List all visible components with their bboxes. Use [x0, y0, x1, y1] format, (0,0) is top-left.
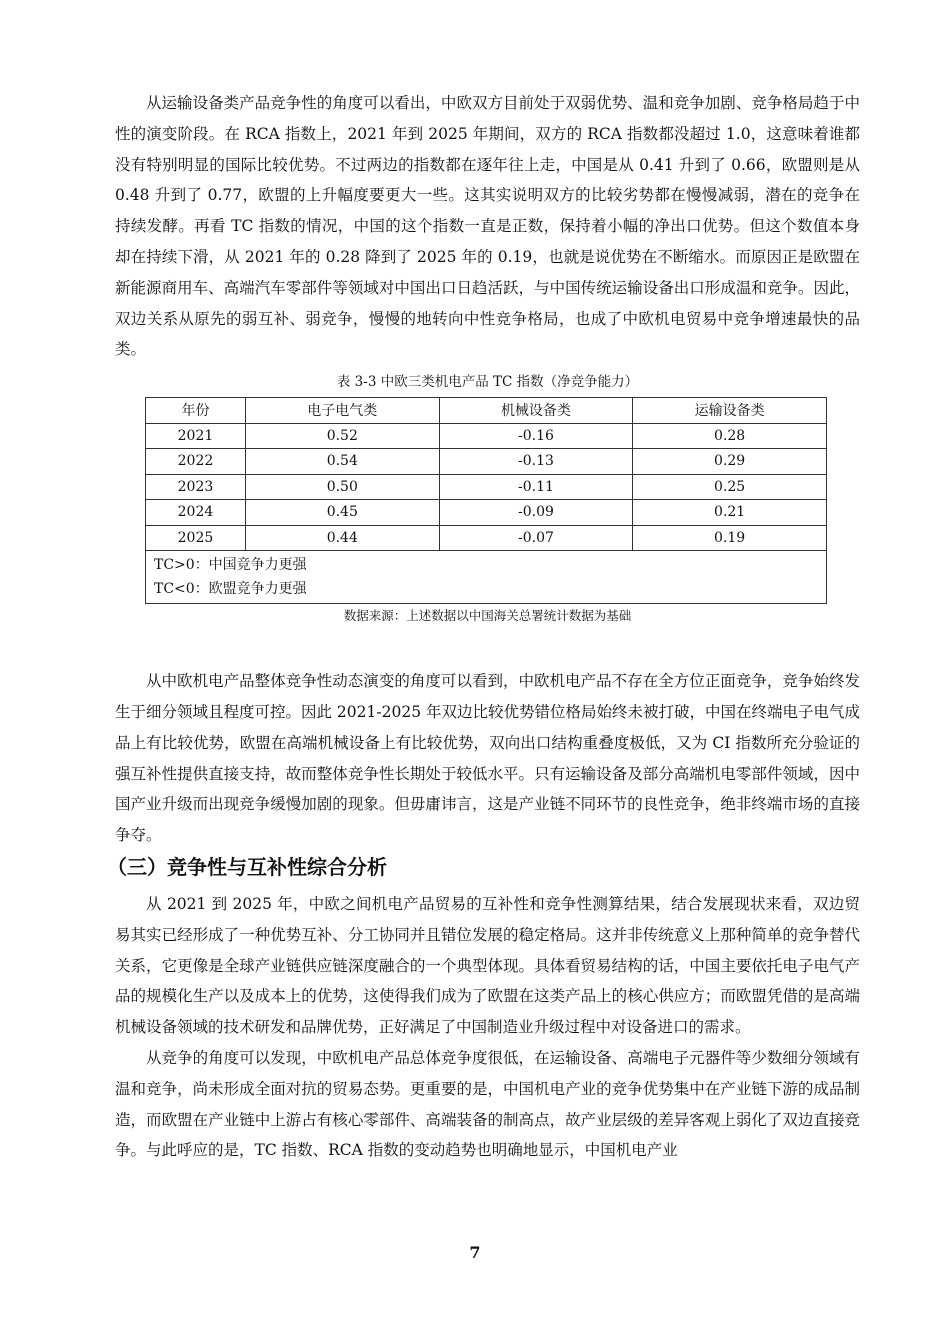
paragraph-competition-perspective: 从竞争的角度可以发现，中欧机电产品总体竞争度很低，在运输设备、高端电子元器件等少数细分领域有温和竞争，尚未形成全面对抗的贸易态势。更重要的是，中国机电产业的竞争优势集中在产业链下游的成品制造，而欧盟在产业链中上游占有核心零部件、高端装备的制高点，故产业层级的差异客观上弱化了双边直接竞争。与此呼应的是，TC 指数、RCA 指数的变动趋势也明确地显示，中国机电产业 — [115, 1048, 860, 1160]
table-source: 数据来源：上述数据以中国海关总署统计数据为基础 — [343, 608, 632, 624]
cell-machinery: -0.09 — [439, 500, 633, 526]
header-machinery: 机械设备类 — [439, 398, 633, 424]
page-number: 7 — [469, 1243, 481, 1262]
cell-transport: 0.25 — [633, 474, 827, 500]
cell-transport: 0.19 — [633, 525, 827, 551]
table-caption: 表 3-3 中欧三类机电产品 TC 指数（净竞争能力） — [336, 374, 639, 391]
section-heading: （三）竞争性与互补性综合分析 — [107, 854, 387, 879]
cell-electronics: 0.45 — [245, 500, 439, 526]
header-transport: 运输设备类 — [633, 398, 827, 424]
cell-transport: 0.21 — [633, 500, 827, 526]
cell-electronics: 0.54 — [245, 449, 439, 475]
cell-electronics: 0.52 — [245, 423, 439, 449]
note-tc-negative: TC<0：欧盟竞争力更强 — [154, 581, 307, 598]
table-row — [146, 525, 827, 551]
cell-year: 2024 — [146, 500, 246, 526]
table-row — [146, 423, 827, 449]
paragraph-comprehensive-analysis: 从 2021 到 2025 年，中欧之间机电产品贸易的互补性和竞争性测算结果，结合发展现状来看，双边贸易其实已经形成了一种优势互补、分工协同并且错位发展的稳定格局。这并非传统意义上那种简单的竞争替代关系，它更像是全球产业链供应链深度融合的一个典型体现。具体看贸易结构的话，中国主要依托电子电气产品的规模化生产以及成本上的优势，这使得我们成为了欧盟在这类产品上的核心供应方；而欧盟凭借的是高端机械设备领域的技术研发和品牌优势，正好满足了中国制造业升级过程中对设备进口的需求。 — [115, 894, 860, 1037]
table-notes — [146, 551, 827, 604]
cell-machinery: -0.11 — [439, 474, 633, 500]
table-notes-row — [146, 551, 827, 604]
paragraph-overall-competitiveness: 从中欧机电产品整体竞争性动态演变的角度可以看到，中欧机电产品不存在全方位正面竞争，竞争始终发生于细分领域且程度可控。因此 2021-2025 年双边比较优势错位格局始终未被打破，中国在终端电子电气成品上有比较优势，欧盟在高端机械设备上有比较优势，双向出口结构重叠度极低，又为 CI 指数所充分验证的强互补性提供直接支持，故而整体竞争性长期处于较低水平。只有运输设备及部分高端机电零部件领域，因中国产业升级而出现竞争缓慢加剧的现象。但毋庸讳言，这是产业链不同环节的良性竞争，绝非终端市场的直接争夺。 — [115, 672, 860, 845]
table-header-row — [146, 398, 827, 424]
cell-transport: 0.29 — [633, 449, 827, 475]
table-row — [146, 500, 827, 526]
paragraph-transport-competitiveness: 从运输设备类产品竞争性的角度可以看出，中欧双方目前处于双弱优势、温和竞争加剧、竞争格局趋于中性的演变阶段。在 RCA 指数上，2021 年到 2025 年期间，双方的 RCA 指数都没超过 1.0，这意味着谁都没有特别明显的国际比较优势。不过两边的指数都在逐年往上走，中国是从 0.41 升到了 0.66，欧盟则是从 0.48 升到了 0.77，欧盟的上升幅度要更大一些。这其实说明双方的比较劣势都在慢慢减弱，潜在的竞争在持续发酵。再看 TC 指数的情况，中国的这个指数一直是正数，保持着小幅的净出口优势。但这个数值本身却在持续下滑，从 2021 年的 0.28 降到了 2025 年的 0.19，也就是说优势在不断缩水。而原因正是欧盟在新能源商用车、高端汽车零部件等领域对中国出口日趋活跃，与中国传统运输设备出口形成温和竞争。因此，双边关系从原先的弱互补、弱竞争，慢慢的地转向中性竞争格局，也成了中欧机电贸易中竞争增速最快的品类。 — [115, 94, 860, 359]
table-row — [146, 474, 827, 500]
cell-machinery: -0.13 — [439, 449, 633, 475]
cell-electronics: 0.44 — [245, 525, 439, 551]
cell-machinery: -0.07 — [439, 525, 633, 551]
cell-year: 2021 — [146, 423, 246, 449]
cell-machinery: -0.16 — [439, 423, 633, 449]
cell-electronics: 0.50 — [245, 474, 439, 500]
cell-transport: 0.28 — [633, 423, 827, 449]
header-electronics: 电子电气类 — [245, 398, 439, 424]
page-content — [107, 88, 860, 1166]
note-tc-positive: TC>0：中国竞争力更强 — [154, 557, 307, 574]
header-year: 年份 — [146, 398, 246, 424]
cell-year: 2022 — [146, 449, 246, 475]
cell-year: 2025 — [146, 525, 246, 551]
table-row — [146, 449, 827, 475]
tc-index-table — [145, 397, 827, 604]
cell-year: 2023 — [146, 474, 246, 500]
